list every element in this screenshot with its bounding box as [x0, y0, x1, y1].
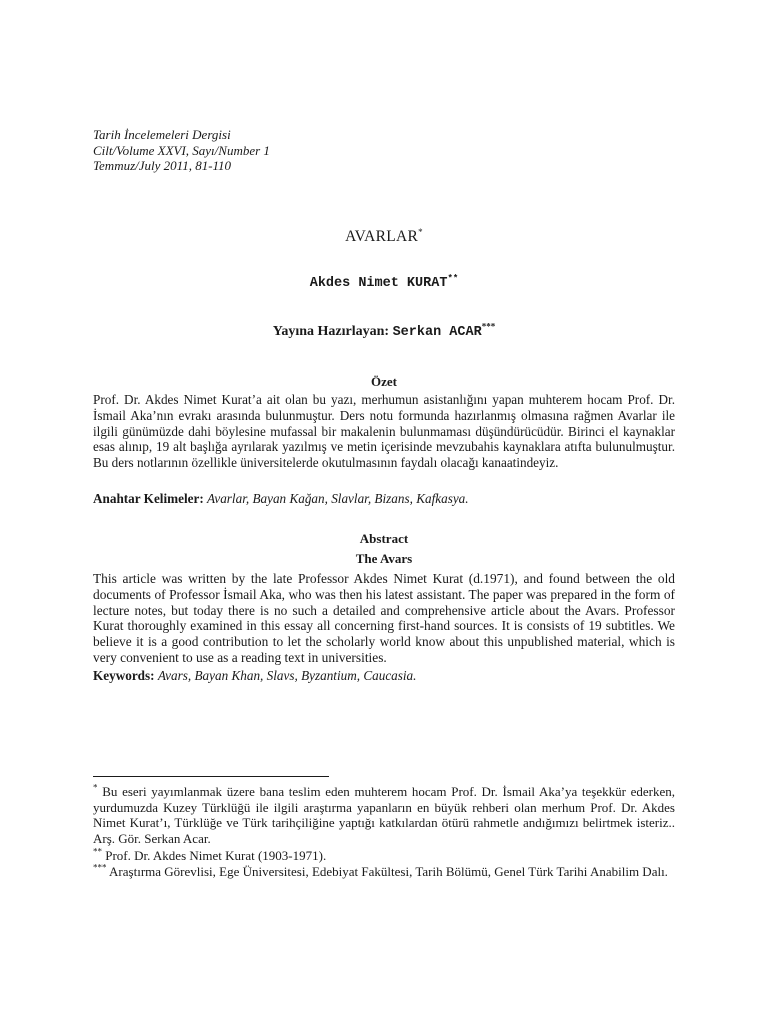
- footnote-1-text: Bu eseri yayımlanmak üzere bana teslim eden muhterem hocam Prof. Dr. İsmail Aka’ya teşekkür ederken, yurdumuzda Kuzey Türklüğü ile ilgili araştırma yapanların en büyük rehberi olan merhum Prof. Dr. Akdes Nimet Kurat’ı, Türklüğe ve Türk tarihçiliğine yaptığı katkılardan ötürü rahmetle andığımızı belirtmek isteriz.. Arş. Gör. Serkan Acar.: [93, 784, 676, 846]
- editor-label: Yayına Hazırlayan:: [272, 324, 390, 339]
- author-footnote-mark: **: [447, 273, 459, 284]
- abstract-heading: Abstract: [359, 531, 409, 546]
- article-editor: [0, 321, 768, 340]
- footnote-3: [93, 864, 675, 880]
- editor-name: Serkan ACAR: [392, 325, 482, 340]
- author-name: Akdes Nimet KURAT: [309, 276, 448, 291]
- footnote-divider: [93, 776, 329, 777]
- ozet-heading: Özet: [371, 374, 397, 389]
- abstract-keywords-label: Keywords:: [93, 668, 155, 683]
- footnote-3-mark: ***: [93, 862, 107, 873]
- journal-name: Tarih İncelemeleri Dergisi: [93, 127, 231, 142]
- article-author: [0, 273, 768, 291]
- abstract-keywords: [93, 668, 693, 684]
- footnote-3-text: Araştırma Görevlisi, Ege Üniversitesi, Edebiyat Fakültesi, Tarih Bölümü, Genel Türk Tarihi Anabilim Dalı.: [109, 864, 668, 879]
- footnote-1: [93, 784, 675, 846]
- article-title-text: AVARLAR: [345, 228, 419, 245]
- footnote-1-mark: *: [93, 782, 98, 793]
- journal-volume: Cilt/Volume XXVI, Sayı/Number 1: [93, 142, 270, 158]
- journal-info: [93, 127, 270, 174]
- footnote-2-text: Prof. Dr. Akdes Nimet Kurat (1903-1971).: [105, 848, 327, 863]
- abstract-keywords-list: Avars, Bayan Khan, Slavs, Byzantium, Caucasia.: [157, 668, 417, 683]
- journal-date-pages: Temmuz/July 2011, 81-110: [93, 158, 232, 173]
- abstract-subheading: The Avars: [355, 551, 413, 566]
- footnote-2-mark: **: [93, 846, 102, 857]
- ozet-body: Prof. Dr. Akdes Nimet Kurat’a ait olan bu yazı, merhumun asistanlığını yapan muhterem hocam Prof. Dr. İsmail Aka’nın evrakı arasında bulunmuştur. Ders notu formunda hazırlanmış olmasına rağmen Avarlar ile ilgili günümüzde dahi böylesine mufassal bir makalenin bulunmaması düşündürücüdür. Birinci el kaynaklar esas alınıp, 19 alt başlığa ayrılarak yazılmış ve metin içerisinde mevzubahis kaynaklara atıfta bulunulmuştur. Bu ders notlarının özellikle üniversitelerde okutulmasının faydalı olacağı kanaatindeyiz.: [93, 392, 675, 471]
- editor-footnote-mark: ***: [481, 321, 496, 332]
- abstract-body: This article was written by the late Professor Akdes Nimet Kurat (d.1971), and found between the old documents of Professor İsmail Aka, who was then his latest assistant. The paper was prepared in the form of lecture notes, but today there is no such a detailed and comprehensive article about the Avars. Professor Kurat thoroughly examined in this essay all concerning first-hand sources. It is consists of 19 subtitles. We believe it is a good contribution to let the scholarly world know about this unpublished material, which is very convenient to use as a reading text in universities.: [93, 571, 675, 665]
- ozet-keywords-list: Avarlar, Bayan Kağan, Slavlar, Bizans, Kafkasya.: [207, 491, 469, 506]
- article-title: [0, 228, 768, 246]
- footnote-2: [93, 848, 675, 864]
- ozet-keywords-label: Anahtar Kelimeler:: [93, 491, 204, 506]
- ozet-keywords: [93, 491, 693, 507]
- title-footnote-mark: *: [418, 226, 423, 237]
